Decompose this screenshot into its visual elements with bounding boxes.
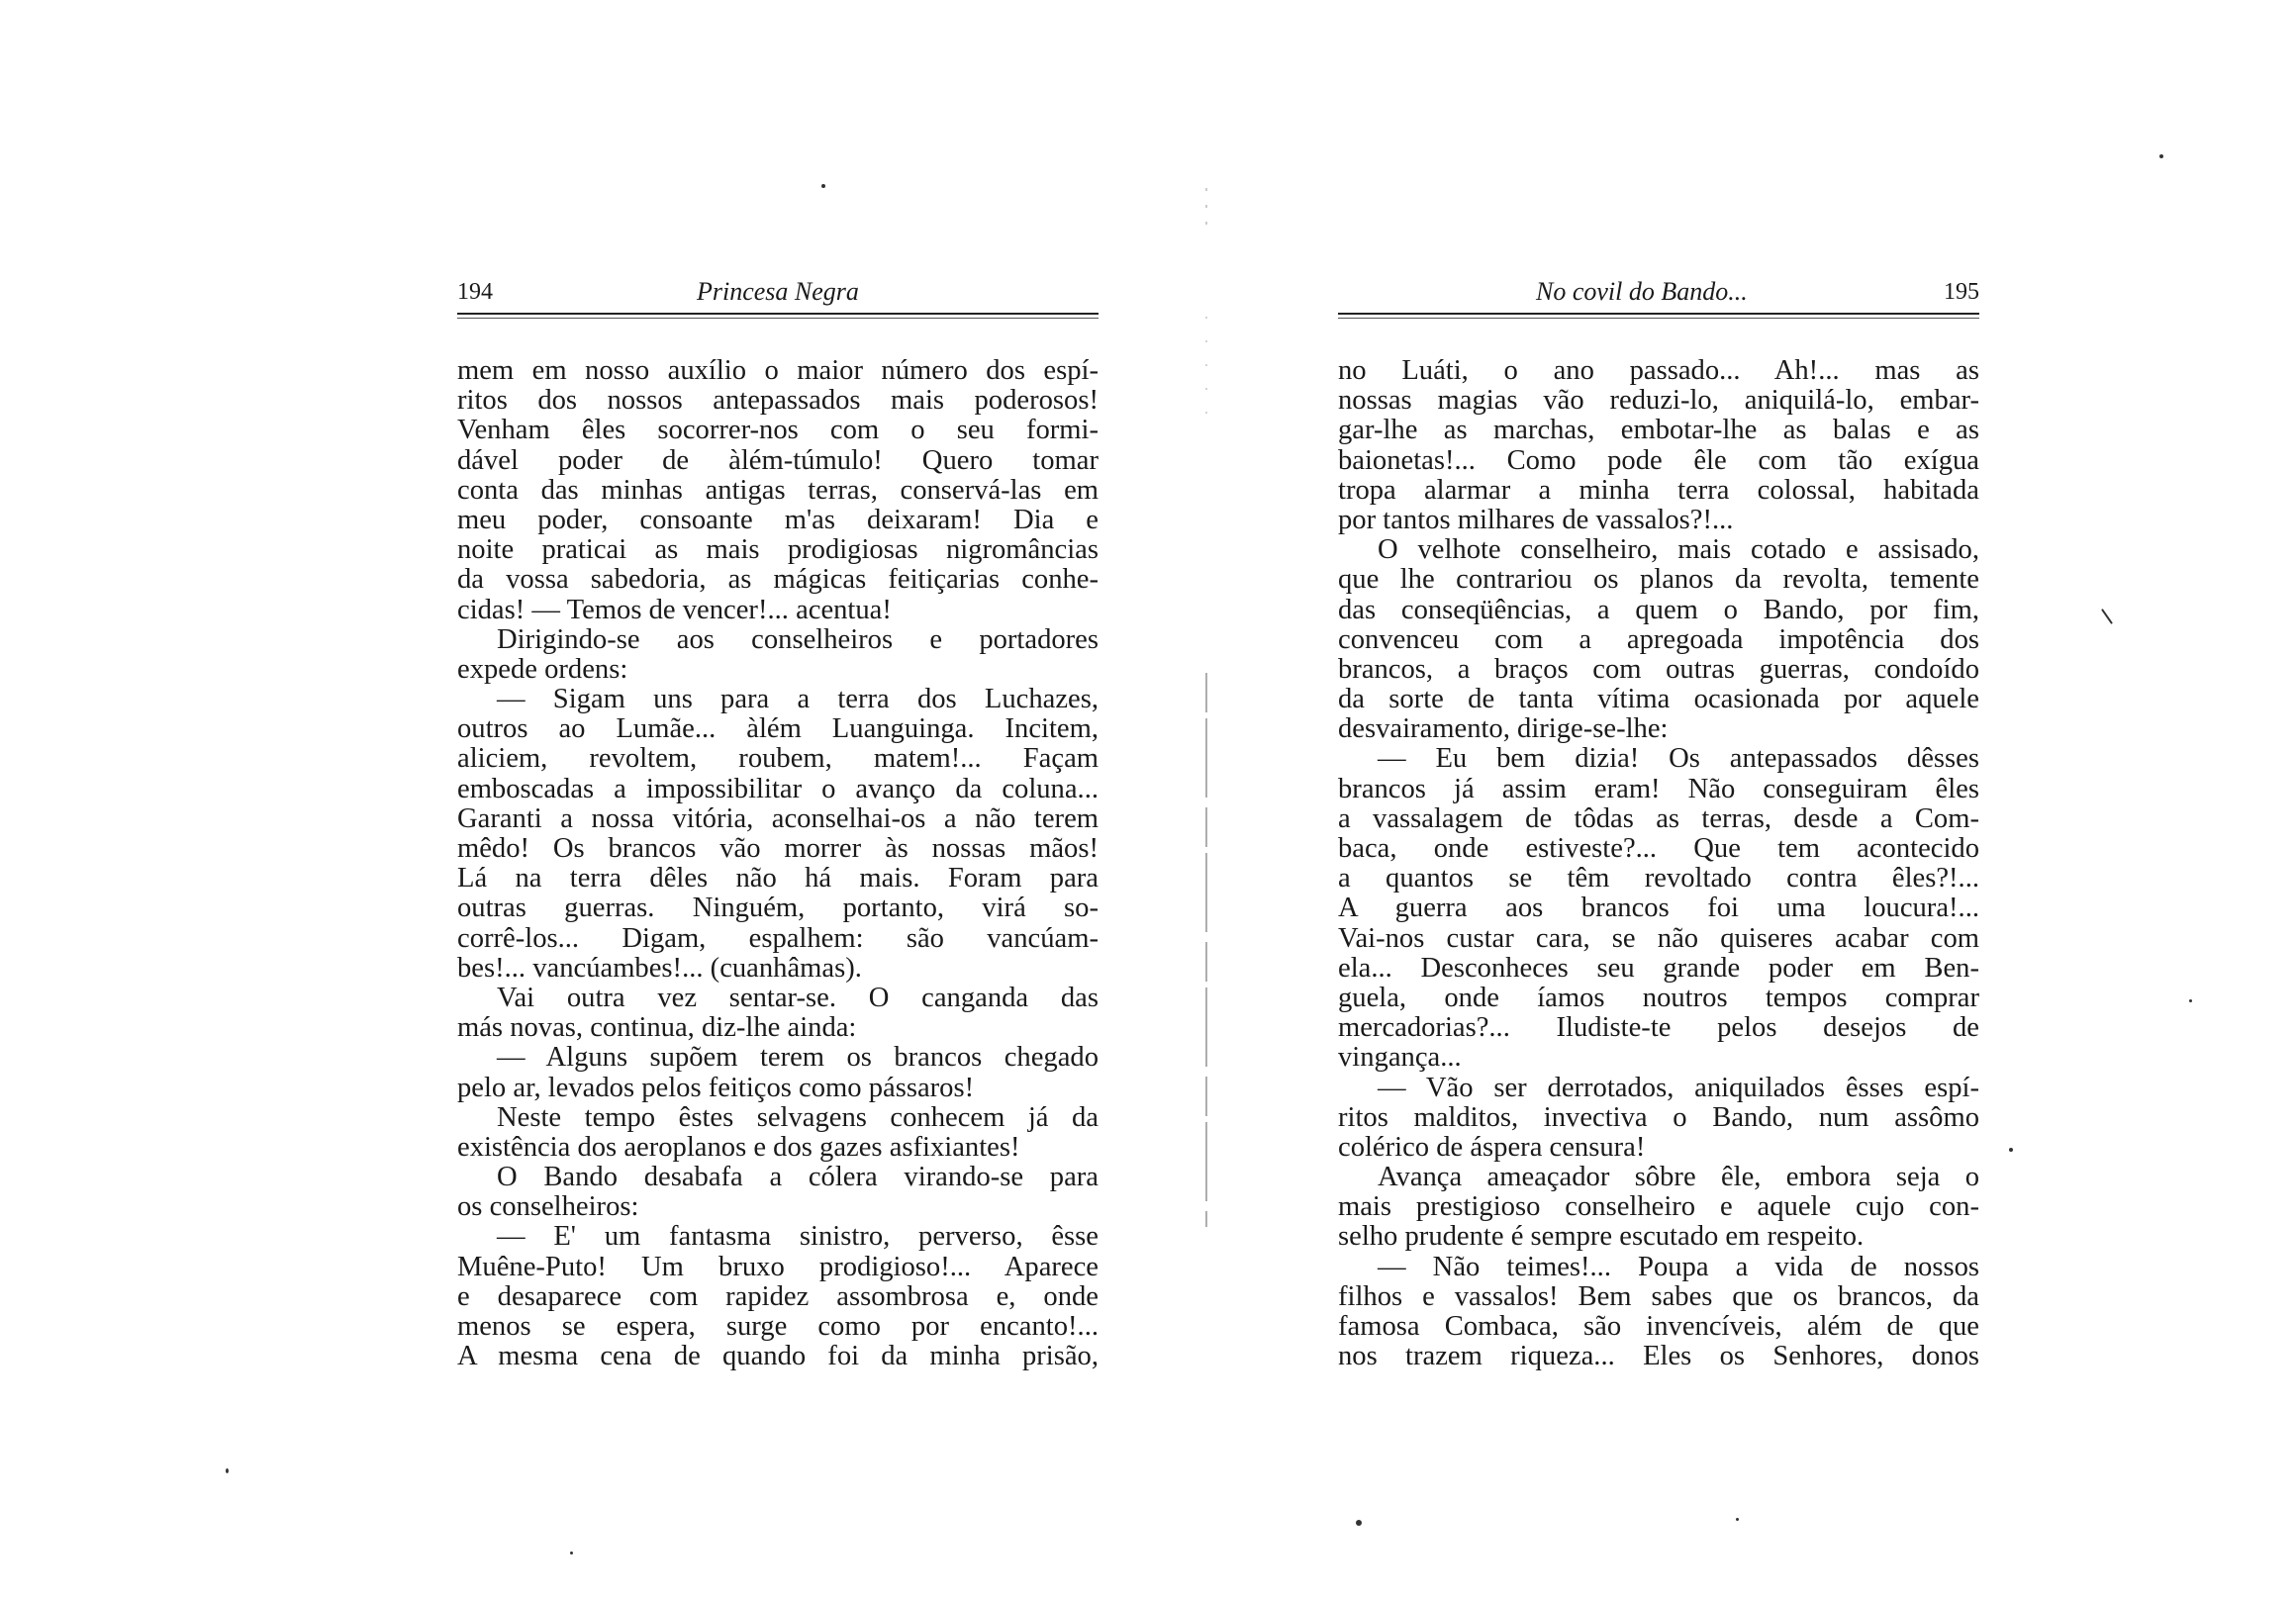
scan-speck — [2159, 154, 2163, 158]
scan-speck — [821, 184, 825, 188]
text-line: guela, onde íamos noutros tempos comprar — [1338, 982, 1979, 1013]
text-line: por tantos milhares de vassalos?!... — [1338, 504, 1734, 535]
text-line: meu poder, consoante m'as deixaram! Dia e — [457, 504, 1099, 535]
text-line: cidas! — Temos de vencer!... acentua! — [457, 594, 892, 625]
right-page-number: 195 — [1944, 279, 1979, 305]
scan-speck — [226, 1468, 229, 1473]
text-line: nos trazem riqueza... Eles os Senhores, donos — [1338, 1341, 1979, 1372]
text-line: — Alguns supõem terem os brancos chegado — [497, 1042, 1099, 1074]
text-line: a vassalagem de tôdas as terras, desde a Com- — [1338, 802, 1979, 834]
left-header-rule — [457, 313, 1099, 319]
scan-speck — [570, 1552, 573, 1554]
text-line: Lá na terra dêles não há mais. Foram para — [457, 863, 1099, 894]
text-line: — Eu bem dizia! Os antepassados dêsses — [1378, 743, 1979, 775]
text-line: outros ao Lumãe... àlém Luanguinga. Incitem, — [457, 713, 1099, 745]
right-page — [1338, 273, 1979, 1371]
text-line: baca, onde estiveste?... Que tem acontecido — [1338, 833, 1979, 864]
text-line: noite praticai as mais prodigiosas nigromâncias — [457, 534, 1099, 566]
left-page — [457, 273, 1099, 1371]
text-line: vingança... — [1338, 1042, 1462, 1074]
right-running-title: No covil do Bando... — [1536, 277, 1748, 306]
text-line: selho prudente é sempre escutado em respeito. — [1338, 1221, 1865, 1253]
text-line: brancos, a braços com outras guerras, condoído — [1338, 653, 1979, 685]
text-line: pelo ar, levados pelos feitiços como pássaros! — [457, 1072, 975, 1103]
right-running-head — [1338, 273, 1979, 313]
text-line: dável poder de àlém-túmulo! Quero tomar — [457, 444, 1099, 476]
scan-speck — [2189, 999, 2192, 1002]
scan-speck — [1356, 1520, 1362, 1526]
text-line: mais prestigioso conselheiro e aquele cujo con- — [1338, 1191, 1979, 1223]
text-line: mêdo! Os brancos vão morrer às nossas mãos! — [457, 833, 1099, 864]
text-line: outras guerras. Ninguém, portanto, virá so- — [457, 893, 1099, 924]
text-line: menos se espera, surge como por encanto!... — [457, 1311, 1099, 1342]
text-line: ritos malditos, invectiva o Bando, num assômo — [1338, 1101, 1979, 1133]
text-line: os conselheiros: — [457, 1191, 639, 1223]
text-line: da vossa sabedoria, as mágicas feitiçarias conhe- — [457, 564, 1099, 596]
text-line: nossas magias vão reduzi-lo, aniquilá-lo, embar- — [1338, 385, 1979, 417]
left-page-number: 194 — [457, 279, 493, 305]
text-line: Muêne-Puto! Um bruxo prodigioso!... Aparece — [457, 1251, 1099, 1282]
right-header-rule — [1338, 313, 1979, 319]
text-line: a quantos se têm revoltado contra êles?!... — [1338, 863, 1979, 894]
text-line: — Não teimes!... Poupa a vida de nossos — [1378, 1251, 1979, 1282]
left-running-title: Princesa Negra — [697, 277, 859, 306]
text-line: Vai outra vez sentar-se. O canganda das — [497, 982, 1099, 1013]
text-line: corrê-los... Digam, espalhem: são vancúam- — [457, 922, 1099, 954]
text-line: bes!... vancúambes!... (cuanhâmas). — [457, 952, 862, 984]
text-line: Venham êles socorrer-nos com o seu formi- — [457, 415, 1099, 446]
text-line: más novas, continua, diz-lhe ainda: — [457, 1012, 857, 1044]
scan-speck — [1736, 1518, 1739, 1521]
text-line: Dirigindo-se aos conselheiros e portadores — [497, 623, 1099, 655]
text-line: no Luáti, o ano passado... Ah!... mas as — [1338, 355, 1979, 386]
text-line: Vai-nos custar cara, se não quiseres acabar com — [1338, 922, 1979, 954]
text-line: existência dos aeroplanos e dos gazes asfixiantes! — [457, 1131, 1020, 1163]
text-line: famosa Combaca, são invencíveis, além de que — [1338, 1311, 1979, 1342]
text-line: emboscadas a impossibilitar o avanço da coluna... — [457, 773, 1099, 804]
left-body-text — [457, 356, 1099, 1371]
text-line: gar-lhe as marchas, embotar-lhe as balas e as — [1338, 415, 1979, 446]
left-running-head — [457, 273, 1099, 313]
right-body-text — [1338, 356, 1979, 1371]
text-line: Neste tempo êstes selvagens conhecem já da — [497, 1101, 1099, 1133]
text-line: Garanti a nossa vitória, aconselhai-os a não terem — [457, 802, 1099, 834]
text-line: O velhote conselheiro, mais cotado e assisado, — [1378, 534, 1979, 566]
text-line: aliciem, revoltem, roubem, matem!... Façam — [457, 743, 1099, 775]
text-line: baionetas!... Como pode êle com tão exígua — [1338, 444, 1979, 476]
text-line: brancos já assim eram! Não conseguiram êles — [1338, 773, 1979, 804]
text-line: A guerra aos brancos foi uma loucura!... — [1338, 893, 1979, 924]
text-line: filhos e vassalos! Bem sabes que os brancos, da — [1338, 1280, 1979, 1312]
text-line: — Vão ser derrotados, aniquilados êsses espí- — [1378, 1072, 1979, 1103]
text-line: desvairamento, dirige-se-lhe: — [1338, 713, 1669, 745]
text-line: — Sigam uns para a terra dos Luchazes, — [497, 684, 1099, 715]
text-line: Avança ameaçador sôbre êle, embora seja o — [1378, 1162, 1979, 1193]
text-line: ela... Desconheces seu grande poder em Ben- — [1338, 952, 1979, 984]
text-line: convenceu com a apregoada impotência dos — [1338, 623, 1979, 655]
text-line: ritos dos nossos antepassados mais poderosos! — [457, 385, 1099, 417]
scan-speck — [2009, 1148, 2013, 1152]
text-line: — E' um fantasma sinistro, perverso, êsse — [497, 1221, 1099, 1253]
text-line: que lhe contrariou os planos da revolta, temente — [1338, 564, 1979, 596]
text-line: mercadorias?... Iludiste-te pelos desejos de — [1338, 1012, 1979, 1044]
text-line: tropa alarmar a minha terra colossal, habitada — [1338, 474, 1979, 506]
text-line: O Bando desabafa a cólera virando-se para — [497, 1162, 1099, 1193]
text-line: expede ordens: — [457, 653, 628, 685]
text-line: A mesma cena de quando foi da minha prisão, — [457, 1341, 1099, 1372]
text-line: das conseqüências, a quem o Bando, por fim, — [1338, 594, 1979, 625]
text-line: mem em nosso auxílio o maior número dos espí- — [457, 355, 1099, 386]
text-line: e desaparece com rapidez assombrosa e, onde — [457, 1280, 1099, 1312]
text-line: conta das minhas antigas terras, conservá-las em — [457, 474, 1099, 506]
text-line: colérico de áspera censura! — [1338, 1131, 1646, 1163]
scan-speck — [2101, 609, 2113, 624]
text-line: da sorte de tanta vítima ocasionada por aquele — [1338, 684, 1979, 715]
gutter-fold — [1205, 188, 1207, 1227]
